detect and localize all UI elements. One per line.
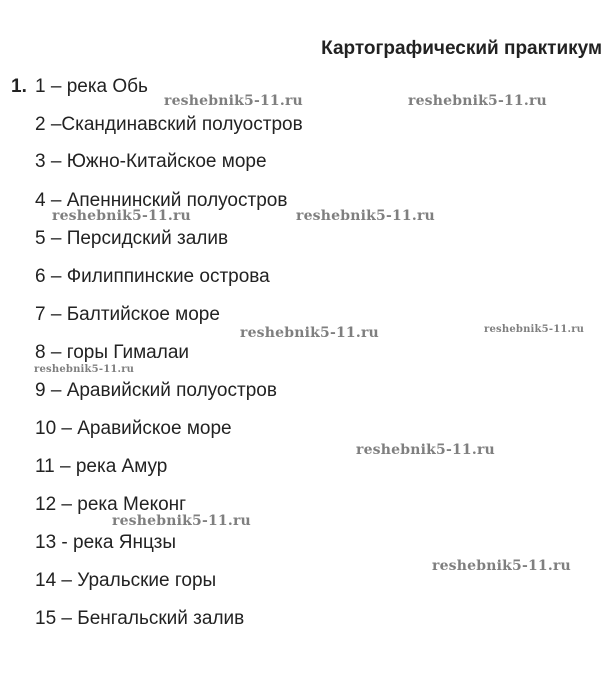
list-item: 1 – река Обь — [35, 76, 148, 97]
watermark-text: reshebnik5-11.ru — [408, 93, 547, 109]
list-item: 5 – Персидский залив — [35, 228, 229, 249]
list-item: 6 – Филиппинские острова — [35, 266, 270, 287]
list-item: 8 – горы Гималаи — [35, 342, 190, 363]
list-item: 2 –Скандинавский полуостров — [35, 114, 303, 135]
list-number: 1. — [11, 76, 27, 97]
watermark-text: reshebnik5-11.ru — [164, 93, 303, 109]
list-item: 11 – река Амур — [35, 456, 168, 477]
watermark-text: reshebnik5-11.ru — [356, 442, 495, 458]
watermark-text: reshebnik5-11.ru — [52, 208, 191, 224]
list-item: 3 – Южно-Китайское море — [35, 151, 267, 172]
watermark-text: reshebnik5-11.ru — [240, 325, 379, 341]
watermark-text: reshebnik5-11.ru — [34, 364, 135, 375]
watermark-text: reshebnik5-11.ru — [484, 324, 585, 335]
watermark-text: reshebnik5-11.ru — [112, 513, 251, 529]
list-item: 15 – Бенгальский залив — [35, 608, 245, 629]
watermark-text: reshebnik5-11.ru — [296, 208, 435, 224]
list-item: 10 – Аравийское море — [35, 418, 232, 439]
list-item: 7 – Балтийское море — [35, 304, 220, 325]
watermark-text: reshebnik5-11.ru — [432, 558, 571, 574]
list-item: 13 - река Янцзы — [35, 532, 176, 553]
list-item: 14 – Уральские горы — [35, 570, 217, 591]
list-item: 4 – Апеннинский полуостров — [35, 190, 288, 211]
list-item: 9 – Аравийский полуостров — [35, 380, 277, 401]
page-title: Картографический практикум — [321, 38, 602, 59]
list-item: 12 – река Меконг — [35, 494, 187, 515]
